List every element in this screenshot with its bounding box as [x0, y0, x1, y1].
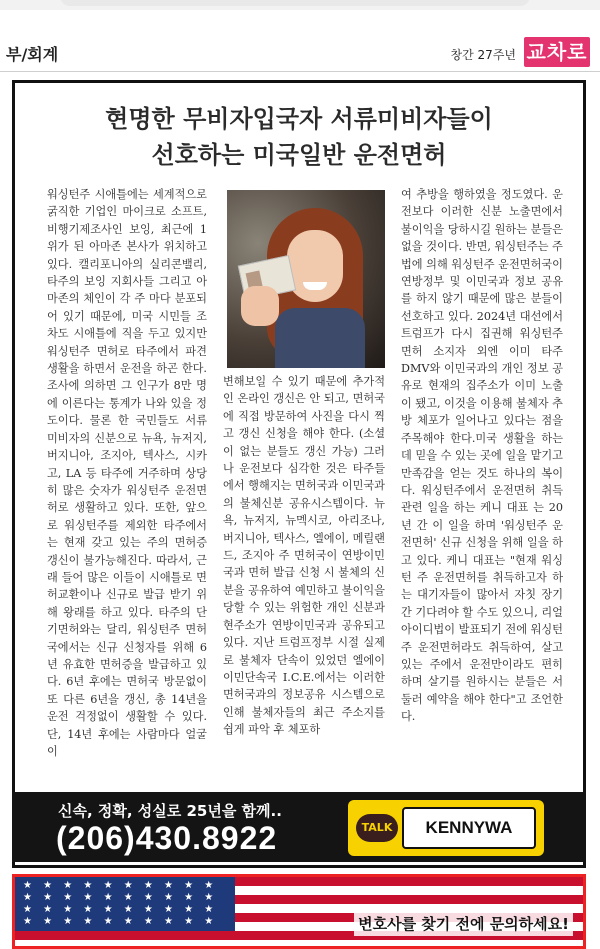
article-column-3: 여 추방을 행하였을 정도였다. 운전보다 이러한 신분 노출면에서 불이익을 당하시길 원하는 분들은 없을 것이다. 반면, 워싱턴주는 주법에 의해 워싱턴주 운전면허국이 연방정부 및 이민국과 정보 공유를 하지 않기 때문에 많은 분들이 선호하고 있다. 2024년 대선에서 트럼프가 다시 집권해 워싱턴주 면허 소지자 외엔 이미 타주 DMV와 이민국과의 개인 정보 공유로 현재의 집주소가 이미 노출이 됐고, 이것을 이용해 불체자 추방 체포가 일어나고 있다는 점을 주목해야 한다.미국 생활을 하는데 믿을 수 있는 곳에 일을 맡기고 만족감을 얻는 것도 하나의 복이다. 워싱턴주에서 운전면허 취득관련 일을 하는 케니 대표 는 20년 간 이 일을 하며 '워싱턴주 운전면허' 신규 신청을 위해 일을 하고 있다. 케니 대표는 "현재 워싱턴 주 운전면허를 취득하고자 하는 대기자들이 많아서 자칫 장기간 기다려야 할 수도 있으니, 리얼아이디법이 발표되기 전에 워싱턴주 운전면허라도 취득하여, 살고 있는 주에서 운전만이라도 편히 하며 살기를 원하시는 분들은 서둘러 예약을 해야 한다"고 조언한다.: [401, 188, 563, 724]
article-column-1: 워싱턴주 시애틀에는 세계적으로 굵직한 기업인 마이크로 소프트, 비행기제조사인 보잉, 최근에 1위가 된 아마존 본사가 위치하고 있다. 캘리포니아의 실리콘밸리, 타주의 보잉 지회사들 그리고 아마존의 체인이 각 주 마다 분포되어 있기 때문에, 미국 시민들 조차도 시애틀에 직을 두고 있지만 워싱턴주 면허로 타주에서 파견생활을 하면서 운전을 하곤 한다. 조사에 의하면 그 인구가 8만 명에 이른다는 통계가 나와 있을 정도이다. 물론 한 국민들도 서류 미비자의 신분으로 뉴욕, 뉴저지, 버지니아, 조지아, 텍사스, 시카고, LA 등 타주에 거주하며 상당히 많은 숫자가 워싱턴주 운전면허로 생활하고 있다. 또한, 앞으로 워싱턴주를 제외한 타주에서는 현재 갖고 있는 주의 면허증 갱신이 불가능해진다. 따라서, 근래 들어 많은 이들이 시애틀로 면허교환이나 신규로 발급 받기 위해 왕래를 하고 있다. 타주의 단기면허와는 달리, 워싱턴주 면허국에서는 신규 신청자를 위해 6년 유효한 면허증을 발급하고 있다. 6년 후에는 면허국 방문없이 또 다른 6년을 갱신, 총 14년을 운전 걱정없이 생활할 수 있다. 단, 14년 후에는 사람마다 얼굴이: [47, 188, 207, 758]
article-headline: [15, 101, 583, 173]
address-bar-edge: [60, 0, 530, 6]
kakao-talk-icon: TALK: [356, 814, 398, 842]
contact-ad-bar: [12, 792, 586, 862]
anniversary-label: 창간 27주년: [450, 48, 516, 62]
banner-text: 변호사를 찾기 전에 문의하세요!: [354, 911, 573, 936]
kakao-talk-badge[interactable]: [348, 800, 544, 856]
header-divider: [0, 71, 600, 72]
flag-stars: ★ ★ ★ ★ ★ ★ ★ ★ ★ ★ ★ ★ ★ ★ ★ ★ ★ ★ ★ ★ ★ ★ ★ ★ ★ ★ ★ ★ ★ ★ ★ ★ ★ ★ ★ ★ ★ ★ ★ ★: [23, 880, 218, 927]
woman-holding-license-photo-icon: [227, 190, 385, 368]
ad-phone-number[interactable]: (206)430.8922: [56, 820, 278, 856]
ad-tagline: 신속, 정확, 성실로 25년을 함께..: [58, 802, 282, 820]
headline-line-2: 선호하는 미국일반 운전면허: [151, 141, 447, 169]
article-box: [12, 80, 586, 868]
section-label: 부/회계: [6, 45, 59, 64]
photo-hand: [241, 286, 279, 326]
headline-line-1: 현명한 무비자입국자 서류미비자들이: [105, 105, 493, 133]
brand-logo-icon: 교차로: [524, 37, 590, 67]
browser-top-strip: [0, 0, 600, 10]
photo-scarf: [275, 308, 365, 368]
bottom-banner-ad[interactable]: [12, 874, 586, 949]
kakao-id: KENNYWA: [402, 807, 536, 849]
article-column-2: 변해보일 수 있기 때문에 추가적인 온라인 갱신은 안 되고, 면허국에 직접 방문하여 사진을 다시 찍고 갱신 신청을 해야 한다. (소셜이 없는 분들도 갱신 가능) 그러나 운전보다 심각한 것은 타주들에서 행해지는 면허국과 이민국과의 불체신분 공유시스템이다. 뉴욕, 뉴저지, 뉴멕시코, 아리조나, 버지니아, 텍사스, 엘에이, 메릴랜드, 조지아 주 면허국이 연방이민국과 면허 발급 신청 시 불체의 신분을 공유하여 예민하고 불이익을 당할 수 있는 위험한 개인 신분과 현주소가 연방이민국과 공유되고 있다. 지난 트럼프정부 시절 실제로 불체자 단속이 있었던 엘에이 이민단속국 I.C.E.에서는 이러한 면허국과의 정보공유 시스템으로 인해 불체자들의 최근 주소지를 쉽게 파악 후 체포하: [223, 375, 385, 737]
page-header: [0, 30, 600, 70]
photo-face: [287, 230, 343, 302]
